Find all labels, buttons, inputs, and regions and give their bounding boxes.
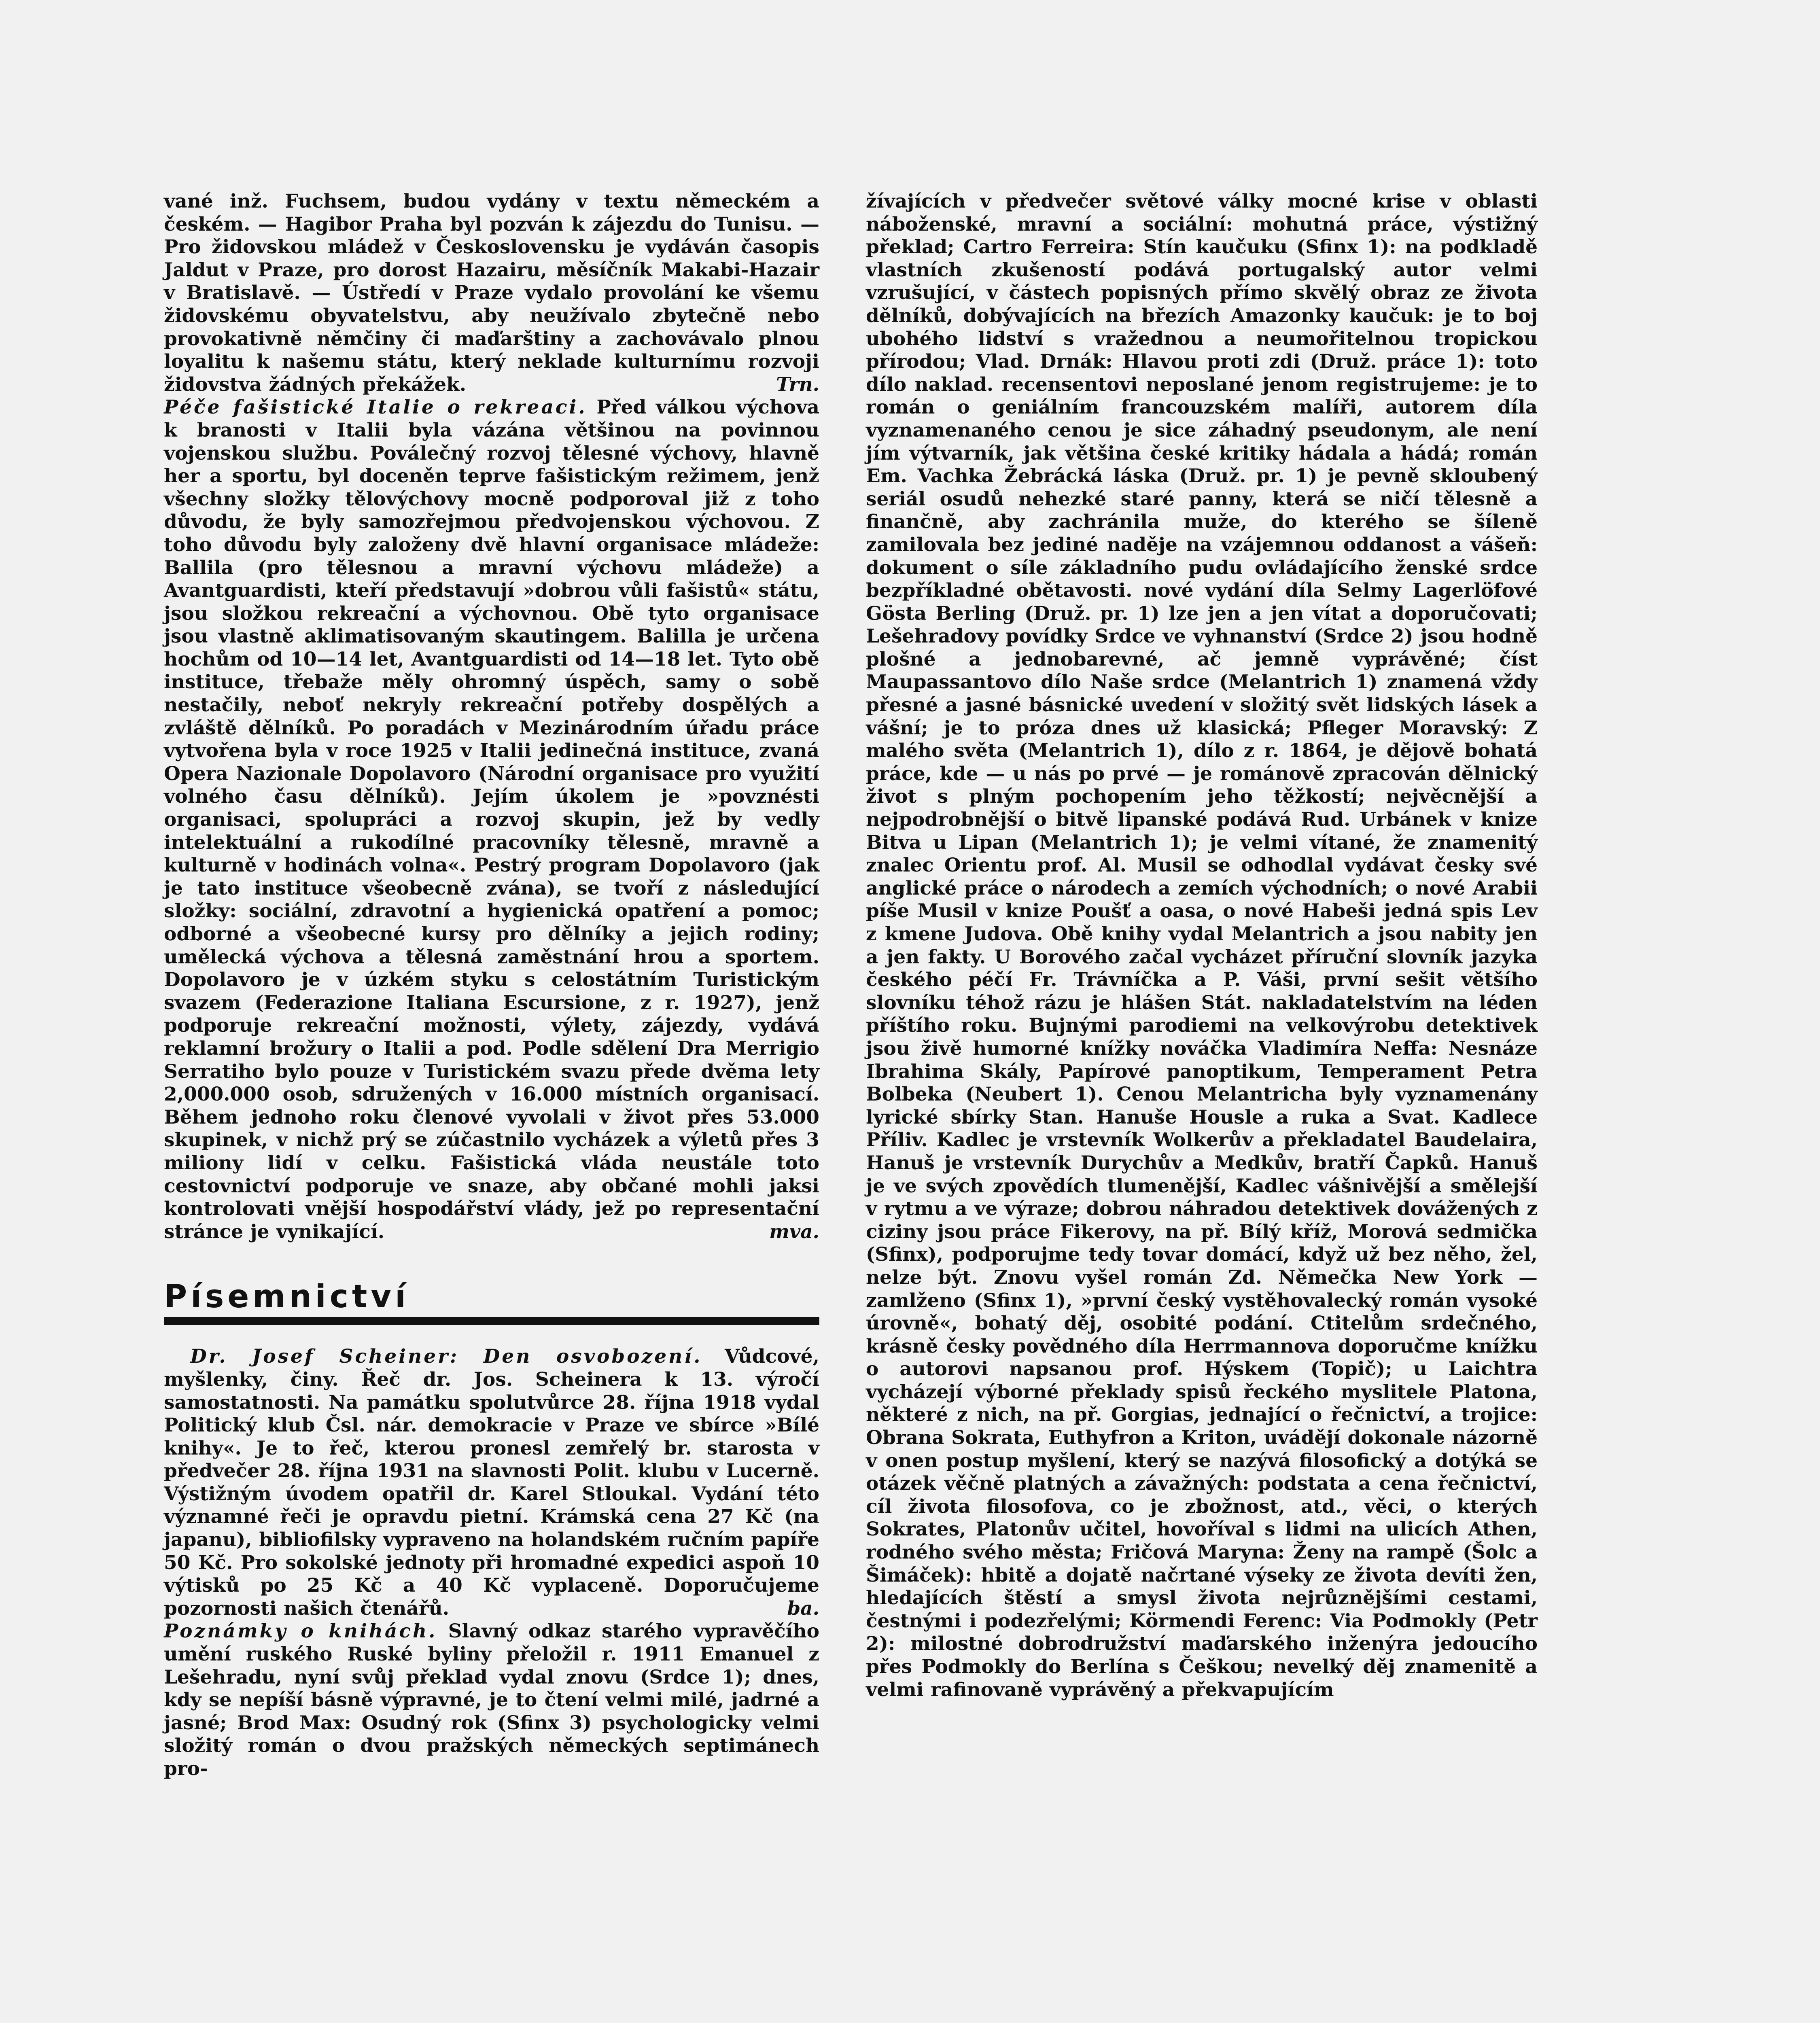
right-column (866, 190, 1538, 1701)
article-scheiner-title: Dr. Josef Scheiner: Den osvobození. (190, 1345, 702, 1368)
article-book-notes (164, 1620, 819, 1780)
signature-trn: Trn. (776, 373, 819, 396)
section-rule (164, 1317, 819, 1325)
article-book-notes-title: Poznámky o knihách. (164, 1620, 437, 1643)
left-column (164, 190, 819, 1781)
signature-ba: ba. (787, 1597, 819, 1620)
article-fascist-recreation-text: Před válkou výchova k branosti v Italii byla vázána většinou na povinnou vojenskou službu. Poválečný rozvoj tělesné výchovy, hlavně her a sportu, byl doceněn teprve fašistickým režimem, jenž všechny složky tělovýchovy mocně podporoval již z toho důvodu, že byly samozřejmou předvojenskou výchovou. Z toho důvodu byly založeny dvě hlavní organisace mládeže: Ballila (pro tělesnou a mravní výchovu mládeže) a Avantguardisti, kteří představují »dobrou vůli fašistů« státu, jsou složkou rekreační a výchovnou. Obě tyto organisace jsou vlastně aklimatisovaným skautingem. Balilla je určena hochům od 10—14 let, Avantguardisti od 14—18 let. Tyto obě instituce, třebaže měly ohromný úspěch, samy o sobě nestačily, neboť nekryly rekreační potřeby dospělých a zvláště dělníků. Po poradách v Mezinárodním úřadu práce vytvořena byla v roce 1925 v Italii jedinečná instituce, zvaná Opera Nazionale Dopolavoro (Národní organisace pro využití volného času dělníků). Jejím úkolem je »povznésti organisaci, spolupráci a rozvoj skupin, jež by vedly intelektuální a rukodílné pracovníky tělesně, mravně a kulturně v hodinách volna«. Pestrý program Dopolavoro (jak je tato instituce všeobecně zvána), se tvoří z následující složky: sociální, zdravotní a hygienická opatření a pomoc; odborné a všeobecné kursy pro dělníky a jejich rodiny; umělecká výchova a tělesná zaměstnání hrou a sportem. Dopolavoro je v úzkém styku s celostátním Turistickým svazem (Federazione Italiana Escursione, z r. 1927), jenž podporuje rekreační možnosti, výlety, zájezdy, vydává reklamní brožury o Italii a pod. Podle sdělení Dra Merrigio Serratiho bylo pouze v Turistickém svazu přede dvěma lety 2,000.000 osob, sdružených v 16.000 místních organisací. Během jednoho roku členové vyvolali v život přes 53.000 skupinek, v nichž prý se zúčastnilo vycházek a výletů přes 3 miliony lidí v celku. Fašistická vláda neustále toto cestovnictví podporuje ve snaze, aby občané mohli jaksi kontrolovati vnější hospodářství vlády, jež po representační stránce je vynikající. (164, 396, 819, 1243)
article-fascist-recreation-title: Péče fašistické Italie o rekreaci. (164, 396, 587, 419)
article-scheiner-review (164, 1345, 819, 1620)
article-book-notes-continued: žívajících v předvečer světové války mocné krise v oblasti náboženské, mravní a sociální: mohutná práce, výstižný překlad; Cartro Ferreira: Stín kaučuku (Sfinx 1): na podkladě vlastních zkušeností podává portugalský autor velmi vzrušující, v částech popisných přímo skvělý obraz ze života dělníků, dobývajících na březích Amazonky kaučuk: je to boj ubohého lidství s vražednou a neumořitelnou tropickou přírodou; Vlad. Drnák: Hlavou proti zdi (Druž. práce 1): toto dílo naklad. recensentovi neposlané jenom registrujeme: je to román o geniálním francouzském malíři, autorem díla vyznamenaného cenou je sice záhadný pseudonym, ale není jím výtvarník, jak většina české kritiky hádala a hádá; román Em. Vachka Žebrácká láska (Druž. pr. 1) je pevně skloubený seriál osudů nehezké staré panny, která se ničí tělesně a finančně, aby zachránila muže, do kterého se šíleně zamilovala bez jediné naděje na vzájemnou oddanost a vášeň: dokument o síle základního pudu ovládajícího ženské srdce bezpříkladné obětavosti. nové vydání díla Selmy Lagerlöfové Gösta Berling (Druž. pr. 1) lze jen a jen vítat a doporučovati; Lešehradovy povídky Srdce ve vyhnanství (Srdce 2) jsou hodně plošné a jednobarevné, ač jemně vyprávěné; číst Maupassantovo dílo Naše srdce (Melantrich 1) znamená vždy přesné a jasné básnické uvedení v složitý svět lidských lásek a vášní; je to próza dnes už klasická; Pfleger Moravský: Z malého světa (Melantrich 1), dílo z r. 1864, je dějově bohatá práce, kde — u nás po prvé — je románově zpracován dělnický život s plným pochopením jeho těžkostí; nejvěcnější a nejpodrobnější o bitvě lipanské podává Rud. Urbánek v knize Bitva u Lipan (Melantrich 1); je velmi vítané, že znamenitý znalec Orientu prof. Al. Musil se odhodlal vydávat česky své anglické práce o národech a zemích východních; o nové Arabii píše Musil v knize Poušť a oasa, o nové Habeši jedná spis Lev z kmene Judova. Obě knihy vydal Melantrich a jsou nabity jen a jen fakty. U Borového začal vycházet příruční slovník jazyka českého péčí Fr. Trávníčka a P. Váši, první sešit většího slovníku téhož rázu je hlášen Stát. nakladatelstvím na léden příštího roku. Bujnými parodiemi na velkovýrobu detektivek jsou živě humorné knížky nováčka Vladimíra Neffa: Nesnáze Ibrahima Skály, Papírové panoptikum, Temperament Petra Bolbeka (Neubert 1). Cenou Melantricha byly vyznamenány lyrické sbírky Stan. Hanuše Housle a ruka a Svat. Kadlece Příliv. Kadlec je vrstevník Wolkerův a překladatel Baudelaira, Hanuš je vrstevník Durychův a Medkův, bratří Čapků. Hanuš je ve svých zpovědích tlumenější, Kadlec vášnivější a smělejší v rytmu a ve výraze; dobrou náhradou detektivek dovážených z ciziny jsou práce Fikerovy, na př. Bílý kříž, Morová sedmička (Sfinx), podporujme tedy tovar domácí, když už bez něho, žel, nelze být. Znovu vyšel román Zd. Němečka New York — zamlženo (Sfinx 1), »první český vystěhovalecký román vysoké úrovně«, bohatý děj, osobité podání. Ctitelům srdečného, krásně česky povědného díla Herrmannova doporučme knížku o autorovi napsanou prof. Hýskem (Topič); u Laichtra vycházejí výborné překlady spisů řeckého myslitele Platona, některé z nich, na př. Gorgias, jednající o řečnictví, a trojice: Obrana Sokrata, Euthyfron a Kriton, uvádějí dokonale názorně v onen postup myšlení, který se nazývá filosofický a dotýká se otázek věčně platných a závažných: podstata a cena řečnictví, cíl života filosofova, co je zbožnost, atd., věci, o kterých Sokrates, Platonův učitel, hovoříval s lidmi na ulicích Athen, rodného svého města; Fričová Maryna: Ženy na rampě (Šolc a Šimáček): hbitě a dojatě načrtané výseky ze života devíti žen, hledajících štěstí a smysl života nejrůznějšími cestami, čestnými i podezřelými; Körmendi Ferenc: Via Podmokly (Petr 2): milostné dobrodružství maďarského inženýra jedoucího přes Podmokly do Berlína s Češkou; nevelký děj znamenitě a velmi rafinovaně vyprávěný a překvapujícím (866, 190, 1538, 1701)
signature-mva: mva. (769, 1220, 819, 1243)
article-jewish-news (164, 190, 819, 396)
article-jewish-news-text: vané inž. Fuchsem, budou vydány v textu německém a českém. — Hagibor Praha byl pozván k zájezdu do Tunisu. — Pro židovskou mládež v Československu je vydáván časopis Jaldut v Praze, pro dorost Hazairu, měsíčník Makabi-Hazair v Bratislavě. — Ústředí v Praze vydalo provolání ke všemu židovskému obyvatelstvu, aby neužívalo zbytečně nebo provokativně němčiny či maďarštiny a zachovávalo plnou loyalitu k našemu státu, který neklade kulturnímu rozvoji židovstva žádných překážek. (164, 190, 819, 396)
section-title-literature: Písemnictví (164, 1279, 409, 1315)
article-fascist-recreation (164, 396, 819, 1243)
article-scheiner-text: Vůdcové, myšlenky, činy. Řeč dr. Jos. Scheinera k 13. výročí samostatnosti. Na památku spolutvůrce 28. října 1918 vydal Politický klub Čsl. nár. demokracie v Praze ve sbírce »Bílé knihy«. Je to řeč, kterou pronesl zemřelý br. starosta v předvečer 28. října 1931 na slavnosti Polit. klubu v Lucerně. Výstižným úvodem opatřil dr. Karel Stloukal. Vydání této významné řeči je opravdu pietní. Krámská cena 27 Kč (na japanu), bibliofilsky vypraveno na holandském ručním papíře 50 Kč. Pro sokolské jednoty při hromadné expedici aspoň 10 výtisků po 25 Kč a 40 Kč vyplaceně. Doporučujeme pozornosti našich čtenářů. (164, 1345, 819, 1620)
article-book-notes-text: Slavný odkaz starého vypravěčího umění ruského Ruské byliny přeložil r. 1911 Emanuel z Lešehradu, nyní svůj překlad vydal znovu (Srdce 1); dnes, kdy se nepíší básně výpravné, je to čtení velmi milé, jadrné a jasné; Brod Max: Osudný rok (Sfinx 3) psychologicky velmi složitý román o dvou pražských německých septimánech pro- (164, 1620, 819, 1780)
